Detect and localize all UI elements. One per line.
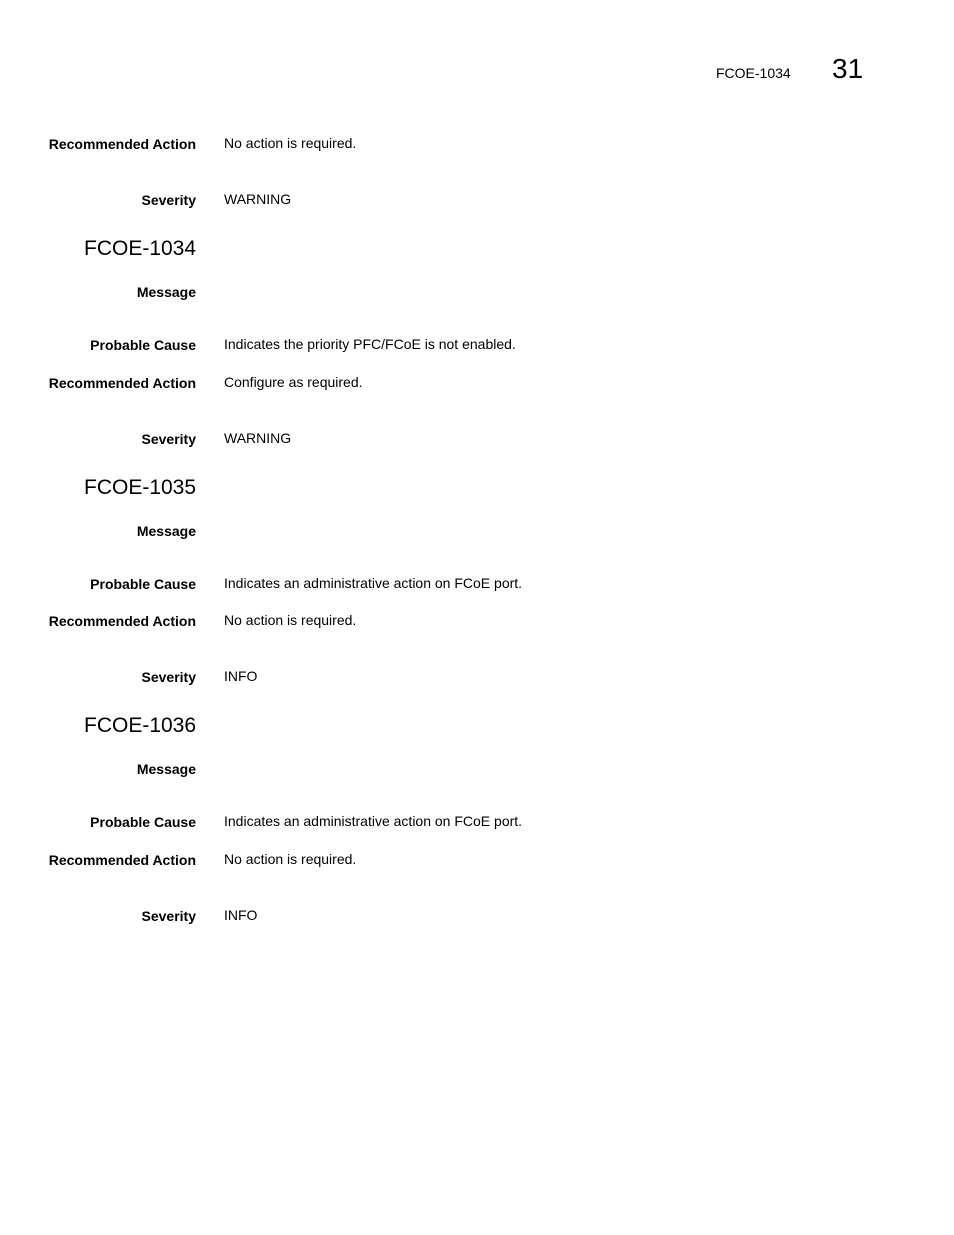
message-label: Message [136, 523, 196, 539]
severity-value: WARNING [224, 430, 292, 446]
chapter-number: 31 [832, 53, 864, 84]
probable-cause-value: Indicates an administrative action on FCoE port. [224, 575, 523, 591]
probable-cause-label: Probable Cause [90, 576, 196, 592]
message-label: Message [136, 284, 196, 300]
probable-cause-label: Probable Cause [90, 814, 196, 830]
recommended-action-value: No action is required. [224, 612, 357, 628]
probable-cause-value: Indicates the priority PFC/FCoE is not enabled. [224, 336, 516, 352]
severity-value: INFO [224, 668, 258, 684]
section-title: FCOE-1034 [84, 237, 197, 260]
recommended-action-label: Recommended Action [48, 852, 196, 868]
section-title: FCOE-1035 [84, 476, 197, 499]
running-header-ref: FCOE-1034 [716, 65, 791, 81]
message-label: Message [136, 761, 196, 777]
recommended-action-label: Recommended Action [48, 613, 196, 629]
recommended-action-value: No action is required. [224, 135, 357, 151]
probable-cause-label: Probable Cause [90, 337, 196, 353]
recommended-action-value: Configure as required. [224, 374, 363, 390]
recommended-action-value: No action is required. [224, 851, 357, 867]
severity-value: INFO [224, 907, 258, 923]
severity-label: Severity [141, 431, 196, 447]
severity-label: Severity [141, 669, 196, 685]
severity-label: Severity [141, 908, 196, 924]
recommended-action-label: Recommended Action [48, 136, 196, 152]
severity-value: WARNING [224, 191, 292, 207]
probable-cause-value: Indicates an administrative action on FCoE port. [224, 813, 523, 829]
section-title: FCOE-1036 [84, 714, 197, 737]
severity-label: Severity [141, 192, 196, 208]
recommended-action-label: Recommended Action [48, 375, 196, 391]
